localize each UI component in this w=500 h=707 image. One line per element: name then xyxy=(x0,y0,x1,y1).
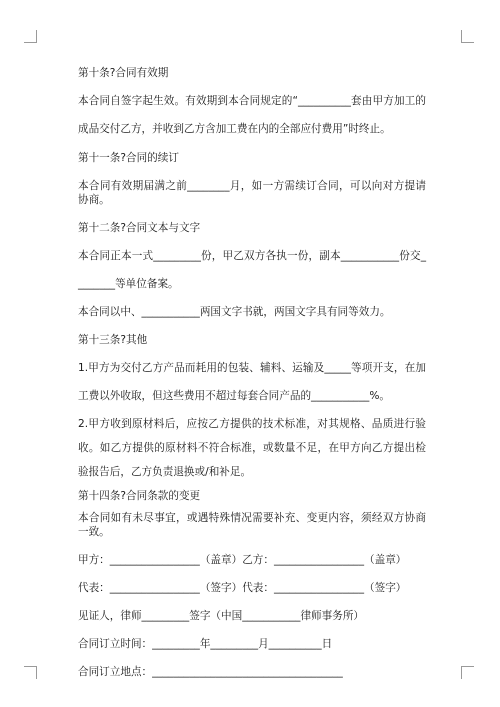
signature-witness-lawyer: 见证人，律师_________签字（中国___________律师事务所） xyxy=(78,610,365,622)
article-13-heading: 第十三条?其他 xyxy=(78,334,148,346)
article-10-heading: 第十条?合同有效期 xyxy=(78,67,169,79)
article-14-heading: 第十四条?合同条款的变更 xyxy=(78,490,201,502)
article-13-text-b: 2.甲方收到原材料后，应按乙方提供的技术标准，对其规格、品质进行验收。如乙方提供的原材料不符合标准，或数量不足，在甲方向乙方提出检验报告后，乙方负责退换或/和补足。 xyxy=(78,418,426,478)
article-11-heading: 第十一条?合同的续订 xyxy=(78,152,179,164)
document-body xyxy=(78,66,426,679)
signature-party-a-b: 甲方：_________________（盖章）乙方：_________________（盖章） xyxy=(78,554,407,566)
crop-mark-top-right xyxy=(461,30,474,43)
article-12-text-b: 本合同以中、___________两国文字书就，两国文字具有同等效力。 xyxy=(78,306,391,318)
article-12-text-a: 本合同正本一式_________份，甲乙双方各执一份，副本___________份交________等单位备案。 xyxy=(78,250,426,290)
article-11-text: 本合同有效期届满之前________月，如一方需续订合同，可以向对方提请协商。 xyxy=(78,180,426,206)
crop-mark-bottom-left xyxy=(24,666,37,679)
article-12-heading: 第十二条?合同文本与文字 xyxy=(78,222,201,234)
crop-mark-top-left xyxy=(24,30,37,43)
contract-signing-date: 合同订立时间：_________年_________月__________日 xyxy=(78,638,333,650)
article-10-text: 本合同自签字起生效。有效期到本合同规定的“__________套由甲方加工的成品交付乙方，并收到乙方含加工费在内的全部应付费用”时终止。 xyxy=(78,95,426,135)
contract-signing-place: 合同订立地点：____________________________________ xyxy=(78,666,343,678)
signature-representatives: 代表：_________________（签字）代表：_________________（签字） xyxy=(78,582,407,594)
crop-mark-bottom-right xyxy=(461,666,474,679)
article-14-text: 本合同如有未尽事宜，或遇特殊情况需要补充、变更内容，须经双方协商一致。 xyxy=(78,512,426,538)
article-13-text-a: 1.甲方为交付乙方产品而耗用的包装、辅料、运输及_____等项开支，在加工费以外收取，但这些费用不超过每套合同产品的___________%。 xyxy=(78,362,426,402)
